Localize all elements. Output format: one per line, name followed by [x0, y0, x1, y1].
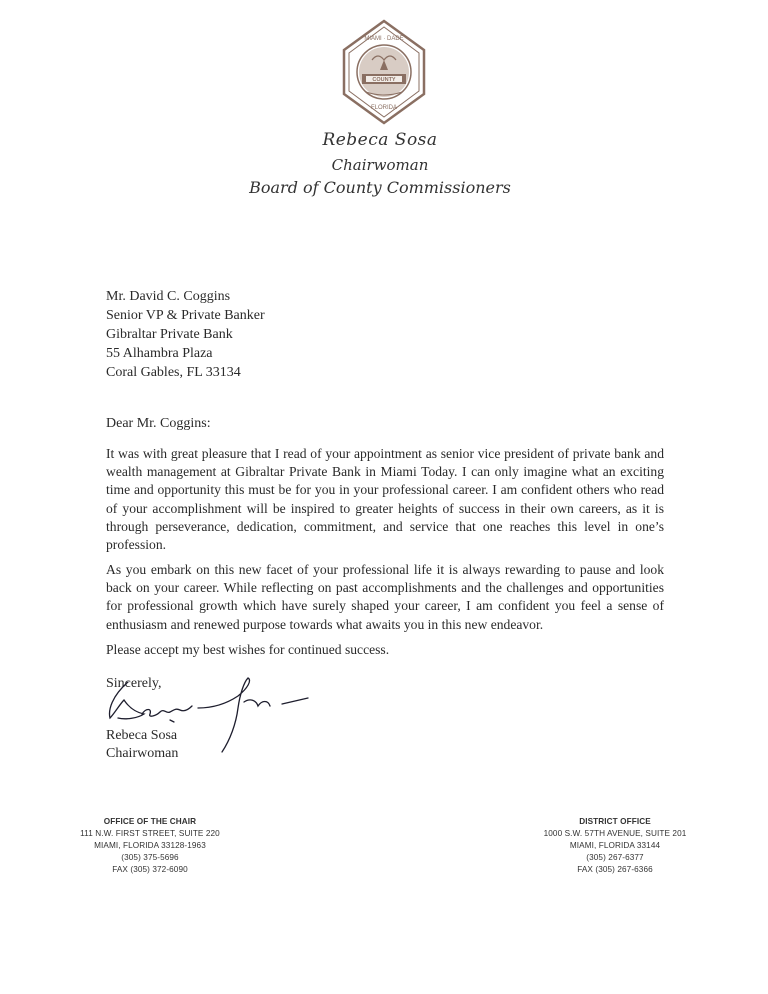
closing: Sincerely,: [106, 676, 162, 691]
recipient-address: [106, 287, 265, 382]
letterhead-title: Chairwoman: [331, 156, 429, 174]
footer-district-office: [510, 816, 720, 876]
footer-left-phone: (305) 375-5696: [121, 853, 179, 862]
body-paragraph-3: Please accept my best wishes for continued success.: [106, 642, 390, 657]
footer-right-street: 1000 S.W. 57TH AVENUE, SUITE 201: [543, 829, 687, 838]
recipient-title: Senior VP & Private Banker: [106, 308, 265, 323]
footer-left-fax: FAX (305) 372-6090: [112, 865, 188, 874]
seal-ring-top-text: MIAMI · DADE: [364, 36, 404, 42]
recipient-company: Gibraltar Private Bank: [106, 327, 233, 342]
seal-ring-bottom-text: FLORIDA: [370, 105, 398, 111]
recipient-street: 55 Alhambra Plaza: [106, 346, 213, 361]
county-seal-logo: [340, 18, 428, 126]
footer-left-heading: OFFICE OF THE CHAIR: [103, 817, 197, 826]
recipient-city: Coral Gables, FL 33134: [106, 365, 241, 380]
footer-left-city: MIAMI, FLORIDA 33128-1963: [94, 841, 206, 850]
footer-right-fax: FAX (305) 267-6366: [577, 865, 653, 874]
footer-right-heading: DISTRICT OFFICE: [579, 817, 651, 826]
body-paragraph-2: As you embark on this new facet of your professional life it is always rewarding to pause and look back on your career. While reflecting on past accomplishments and the challenges and opportunities for professional growth which have surely shaped your career, I am confident you feel a sense of enthusiasm and renewed purpose towards what awaits you in this new endeavor.: [106, 562, 664, 632]
letterhead-board: Board of County Commissioners: [249, 178, 511, 197]
body-paragraph-1: It was with great pleasure that I read of your appointment as senior vice president of private bank and wealth management at Gibraltar Private Bank in Miami Today. I can only imagine what an exciting time and opportunity this must be for you in your professional career. I am confident others who read of your accomplishment will be inspired to greater heights of success in their own careers, as it is through perseverance, dedication, commitment, and service that one reaches this level in one’s profession.: [106, 446, 664, 553]
letterhead-name: Rebeca Sosa: [322, 130, 438, 150]
footer-left-street: 111 N.W. FIRST STREET, SUITE 220: [80, 829, 220, 838]
seal-banner-text: COUNTY: [372, 77, 396, 83]
signature-block: [106, 727, 178, 763]
signer-title: Chairwoman: [106, 746, 179, 761]
footer-right-city: MIAMI, FLORIDA 33144: [569, 841, 661, 850]
signer-name: Rebeca Sosa: [106, 728, 178, 743]
footer-right-phone: (305) 267-6377: [586, 853, 644, 862]
footer-office-of-chair: [50, 816, 250, 876]
recipient-name: Mr. David C. Coggins: [106, 289, 231, 304]
salutation: Dear Mr. Coggins:: [106, 416, 211, 431]
